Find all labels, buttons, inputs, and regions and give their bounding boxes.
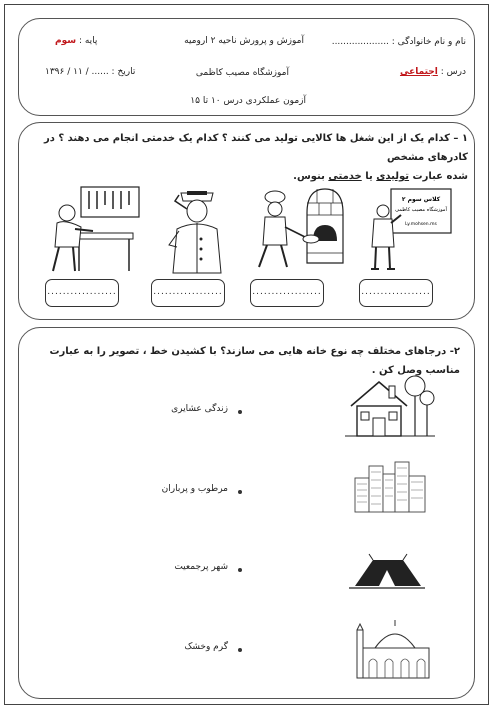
board-subtitle: آموزشگاه مصیب کاظمی bbox=[395, 207, 447, 213]
domed-building-image[interactable] bbox=[355, 618, 435, 682]
question-1-line-2: شده عبارت تولیدی یا خدمتی بنوس. bbox=[293, 171, 468, 182]
nomad-tent-image[interactable] bbox=[349, 552, 425, 592]
carpenter-illustration bbox=[45, 183, 145, 275]
bullet bbox=[238, 410, 242, 414]
answer-box-baker[interactable]: .................. bbox=[250, 279, 324, 307]
question-1-box bbox=[18, 122, 475, 320]
bullet bbox=[238, 568, 242, 572]
answer-box-teacher[interactable]: .................. bbox=[359, 279, 433, 307]
question-2-box bbox=[18, 327, 475, 699]
house-with-trees-image[interactable] bbox=[345, 368, 435, 440]
board-tag: Ly.mohsen.ms bbox=[405, 222, 437, 227]
bullet bbox=[238, 490, 242, 494]
date-field[interactable]: تاریخ : ...... / ۱۱ / ۱۳۹۶ bbox=[45, 67, 136, 77]
baker-illustration bbox=[247, 183, 347, 275]
bullet bbox=[238, 648, 242, 652]
lesson-value: اجتماعی bbox=[399, 67, 438, 77]
grade-value: سوم bbox=[55, 36, 77, 46]
header-box bbox=[18, 18, 475, 116]
answer-box-carpenter[interactable]: .................. bbox=[45, 279, 119, 307]
grade-label: پایه : سوم bbox=[55, 36, 98, 46]
org-name: آموزش و پرورش ناحیه ۲ ارومیه bbox=[184, 36, 304, 46]
keyword-service: خدمتی bbox=[328, 171, 362, 182]
answer-box-soldier[interactable]: .................. bbox=[151, 279, 225, 307]
item-humid-rainy[interactable]: مرطوب و پرباران bbox=[161, 484, 228, 494]
teacher-illustration bbox=[367, 185, 457, 275]
item-populated-city[interactable]: شهر پرجمعیت bbox=[174, 562, 228, 572]
item-nomadic[interactable]: زندگی عشایری bbox=[171, 404, 228, 414]
keyword-productive: تولیدی bbox=[376, 171, 410, 182]
city-buildings-image[interactable] bbox=[353, 458, 429, 514]
question-2-text: ۲- درجاهای مختلف چه نوع خانه هایی می سازند؟ با کشیدن خط ، تصویر را به عبارت مناسب وصل کن . bbox=[49, 346, 460, 376]
student-name-field[interactable]: نام و نام خانوادگی : .................... bbox=[331, 37, 466, 47]
soldier-illustration bbox=[157, 183, 237, 275]
board-title: کلاس سوم ۲ bbox=[401, 196, 441, 203]
school-name: آموزشگاه مصیب کاظمی bbox=[195, 68, 289, 78]
question-1-line-1: ۱ – کدام یک از این شغل ها کالایی تولید می کنند ؟ کدام یک خدمتی انجام می دهند ؟ در کادرهای مشخص bbox=[43, 133, 468, 163]
question-1-text bbox=[28, 129, 468, 186]
exam-title: آزمون عملکردی درس ۱۰ تا ۱۵ bbox=[190, 96, 306, 106]
lesson-label: درس : اجتماعی bbox=[399, 67, 466, 77]
item-hot-dry[interactable]: گرم وخشک bbox=[184, 642, 228, 652]
